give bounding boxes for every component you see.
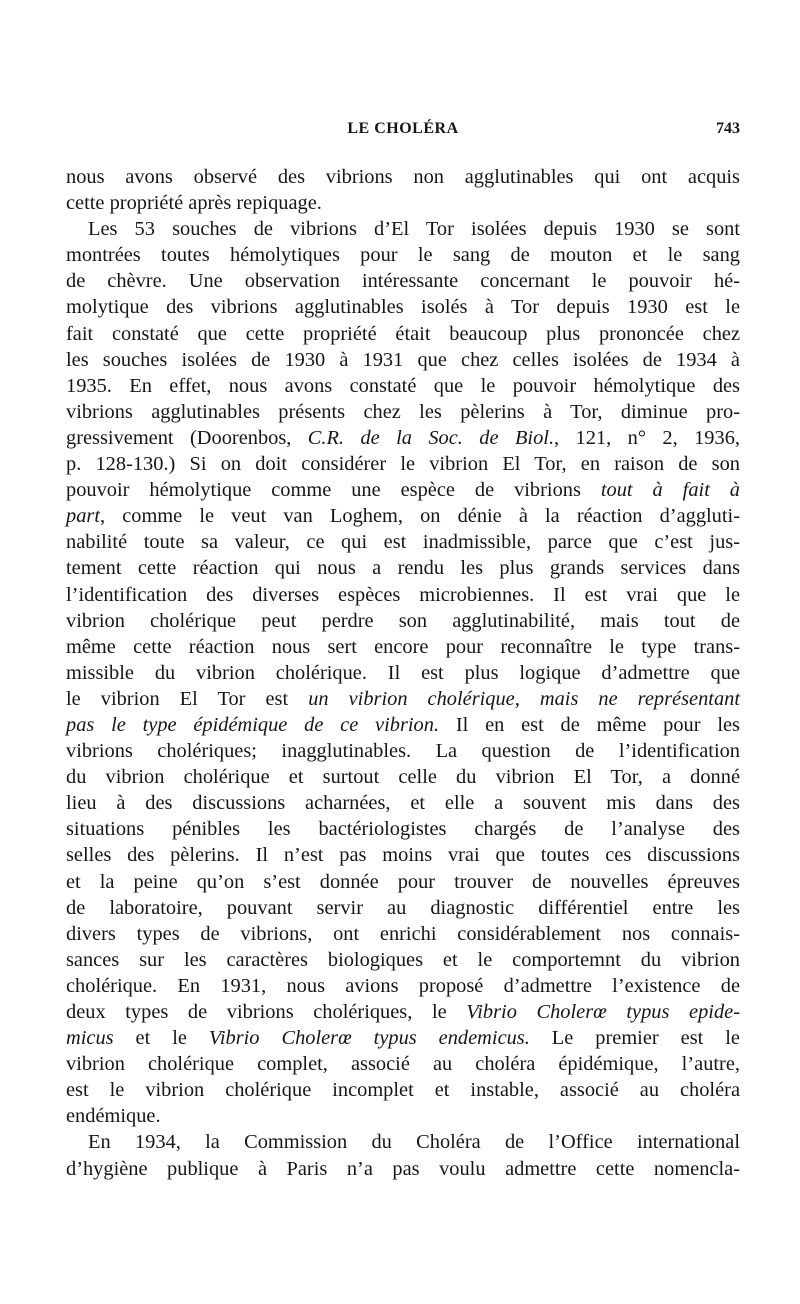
text-segment: En 1934, la Commission du Choléra de l’Office international (88, 1131, 740, 1154)
text-segment: endémique. (66, 1105, 161, 1128)
text-line (66, 999, 740, 1025)
text-line (66, 347, 740, 373)
text-segment: de laboratoire, pouvant servir au diagnostic différentiel entre les (66, 896, 740, 919)
text-line (66, 190, 740, 216)
italic-text-segment: micus (66, 1027, 114, 1050)
text-line (66, 764, 740, 790)
text-segment: nous avons observé des vibrions non agglutinables qui ont acquis (66, 166, 740, 188)
text-segment: d’hygiène publique à Paris n’a pas voulu admettre cette nomencla- (66, 1157, 740, 1180)
text-line (66, 503, 740, 529)
text-segment: Le premier est le (529, 1027, 740, 1050)
text-segment: lieu à des discussions acharnées, et elle a souvent mis dans des (66, 792, 740, 815)
text-segment: cholérique. En 1931, nous avions proposé d’admettre l’existence de (66, 974, 740, 997)
text-line (66, 451, 740, 477)
text-line (66, 582, 740, 608)
text-line (66, 216, 740, 242)
text-line (66, 608, 740, 634)
text-line (66, 895, 740, 921)
italic-text-segment: pas le type épidémique de ce vibrion. (66, 713, 440, 736)
text-segment: vibrion cholérique complet, associé au choléra épidémique, l’autre, (66, 1053, 740, 1076)
text-line (66, 1156, 740, 1182)
text-line (66, 1025, 740, 1051)
body-text (66, 164, 740, 1182)
text-segment: vibrions cholériques; inagglutinables. La question de l’identification (66, 740, 740, 763)
italic-text-segment: Vibrio Cholerœ typus endemicus. (208, 1027, 530, 1050)
text-segment: Il en est de même pour les (439, 713, 740, 736)
text-line (66, 529, 740, 555)
text-segment: , comme le veut van Loghem, on dénie à la réaction d’aggluti- (100, 505, 740, 528)
text-segment: même cette réaction nous sert encore pour reconnaître le type trans- (66, 635, 740, 658)
text-line (66, 738, 740, 764)
text-line (66, 686, 740, 712)
text-segment: , 121, n° 2, 1936, (554, 426, 740, 449)
text-segment: les souches isolées de 1930 à 1931 que chez celles isolées de 1934 à (66, 348, 740, 371)
text-segment: montrées toutes hémolytiques pour le sang de mouton et le sang (66, 244, 740, 267)
text-line (66, 399, 740, 425)
text-line (66, 555, 740, 581)
italic-text-segment: un vibrion cholérique, mais ne représentant (308, 687, 740, 710)
text-line (66, 634, 740, 660)
text-segment: tement cette réaction qui nous a rendu les plus grands services dans (66, 557, 740, 580)
text-line (66, 268, 740, 294)
text-line (66, 294, 740, 320)
running-head (66, 120, 740, 144)
italic-text-segment: Vibrio Cholerœ typus epide- (466, 1001, 740, 1023)
text-line (66, 842, 740, 868)
text-line (66, 1051, 740, 1077)
text-line (66, 242, 740, 268)
running-title: LE CHOLÉRA (347, 120, 459, 137)
text-segment: sances sur les caractères biologiques et le comportemnt du vibrion (66, 948, 740, 971)
text-segment: l’identification des diverses espèces microbiennes. Il est vrai que le (66, 583, 740, 606)
text-segment: le vibrion El Tor est (66, 687, 309, 710)
text-line (66, 947, 740, 973)
text-line (66, 973, 740, 999)
text-line (66, 477, 740, 503)
text-segment: de chèvre. Une observation intéressante concernant le pouvoir hé- (66, 270, 740, 293)
text-segment: missible du vibrion cholérique. Il est plus logique d’admettre que (66, 661, 740, 684)
text-segment: nabilité toute sa valeur, ce qui est inadmissible, parce que c’est jus- (66, 531, 740, 554)
text-line (66, 712, 740, 738)
text-line (66, 425, 740, 451)
text-segment: vibrion cholérique peut perdre son agglutinabilité, mais tout de (66, 609, 740, 632)
text-segment: Les 53 souches de vibrions d’El Tor isolées depuis 1930 se sont (88, 218, 740, 241)
text-segment: p. 128-130.) Si on doit considérer le vibrion El Tor, en raison de son (66, 453, 740, 476)
text-segment: situations pénibles les bactériologistes chargés de l’analyse des (66, 818, 740, 841)
text-segment: molytique des vibrions agglutinables isolés à Tor depuis 1930 est le (66, 296, 740, 319)
italic-text-segment: part (66, 505, 100, 528)
text-line (66, 921, 740, 947)
text-segment: vibrions agglutinables présents chez les pèlerins à Tor, diminue pro- (66, 400, 740, 423)
text-line (66, 869, 740, 895)
text-line (66, 660, 740, 686)
text-segment: deux types de vibrions cholériques, le (66, 1001, 467, 1023)
text-segment: selles des pèlerins. Il n’est pas moins vrai que toutes ces discussions (66, 844, 740, 867)
text-line (66, 790, 740, 816)
text-line (66, 373, 740, 399)
text-line (66, 1129, 740, 1155)
text-line (66, 164, 740, 190)
italic-text-segment: C.R. de la Soc. de Biol. (307, 426, 555, 449)
italic-text-segment: tout à fait à (600, 479, 740, 502)
page-number: 743 (716, 120, 740, 137)
text-segment: cette propriété après repiquage. (66, 192, 322, 215)
text-line (66, 1103, 740, 1129)
text-segment: gressivement (Doorenbos, (66, 426, 308, 449)
text-line (66, 321, 740, 347)
text-segment: et la peine qu’on s’est donnée pour trouver de nouvelles épreuves (66, 870, 740, 893)
text-segment: pouvoir hémolytique comme une espèce de vibrions (66, 479, 601, 502)
text-segment: divers types de vibrions, ont enrichi considérablement nos connais- (66, 922, 740, 945)
text-segment: fait constaté que cette propriété était beaucoup plus prononcée chez (66, 322, 740, 345)
text-line (66, 816, 740, 842)
text-segment: est le vibrion cholérique incomplet et instable, associé au choléra (66, 1079, 740, 1102)
text-segment: du vibrion cholérique et surtout celle du vibrion El Tor, a donné (66, 766, 740, 789)
text-line (66, 1077, 740, 1103)
text-segment: et le (113, 1027, 209, 1050)
text-segment: 1935. En effet, nous avons constaté que le pouvoir hémolytique des (66, 374, 740, 397)
